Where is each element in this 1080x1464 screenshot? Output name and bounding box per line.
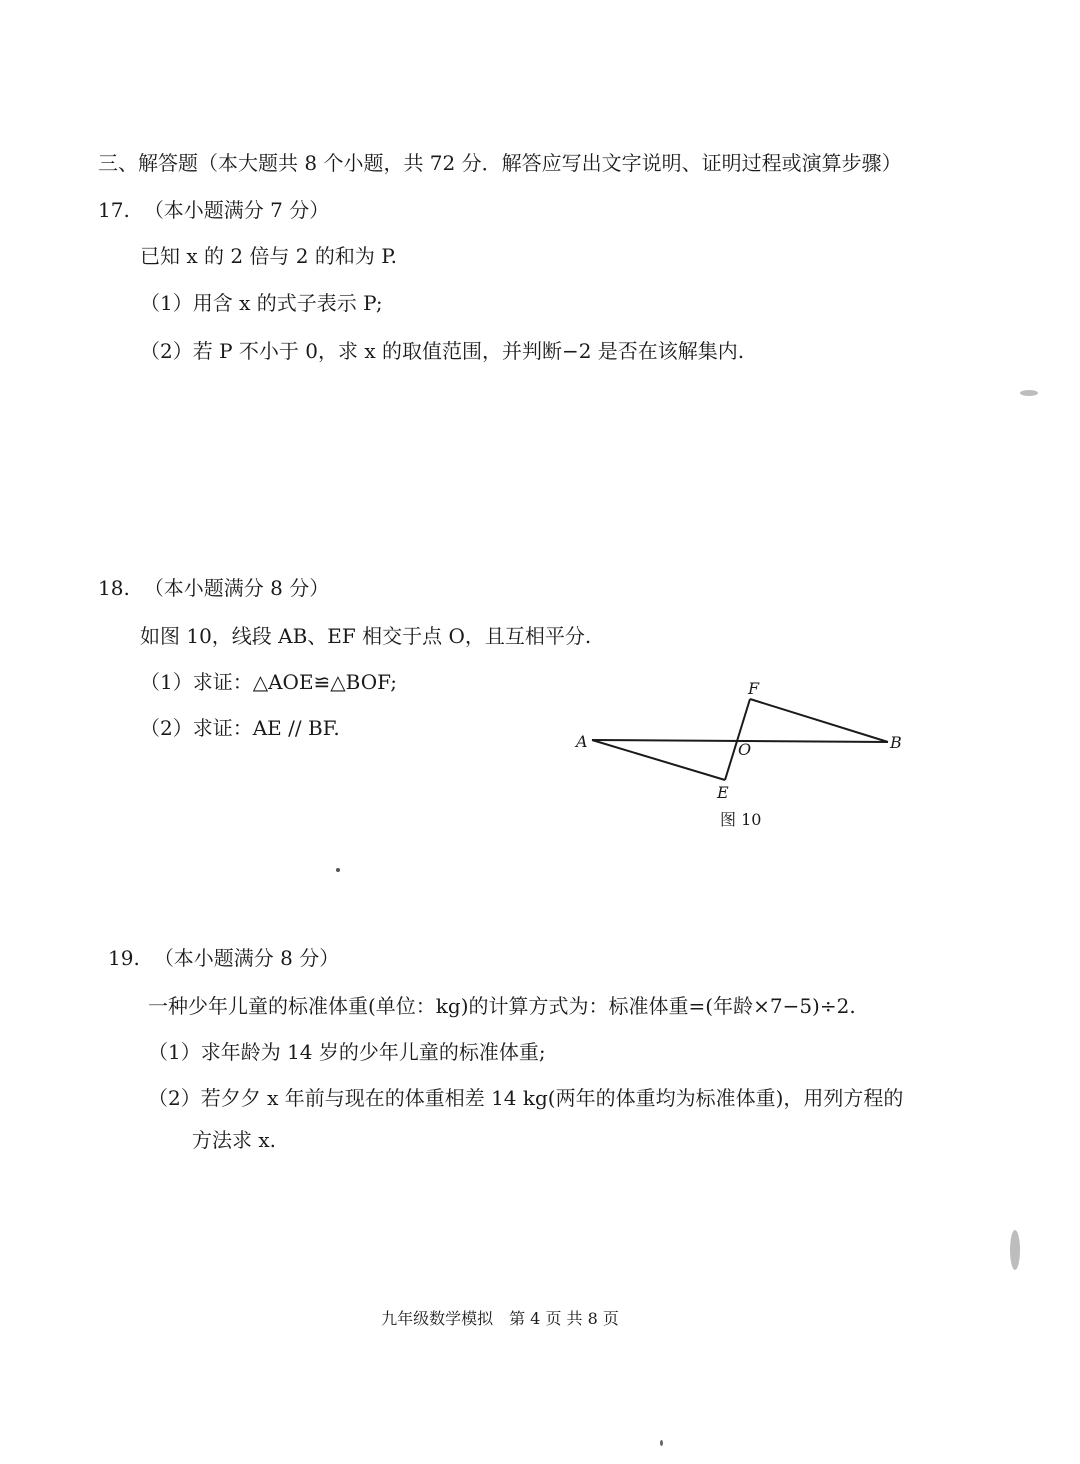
question-19-header (108, 945, 339, 971)
question-19-stem: 一种少年儿童的标准体重(单位：kg)的计算方式为：标准体重=(年龄×7−5)÷2. (148, 994, 856, 1018)
question-18-number: 18. (98, 576, 130, 600)
question-19-part-2-line-1: （2）若夕夕 x 年前与现在的体重相差 14 kg(两年的体重均为标准体重)，用列方程的 (148, 1086, 904, 1110)
question-18-header (98, 575, 329, 601)
point-label-a: A (576, 732, 588, 751)
section-header: 三、解答题（本大题共 8 个小题，共 72 分．解答应写出文字说明、证明过程或演算步骤） (98, 151, 902, 175)
point-label-f: F (748, 679, 760, 698)
scan-speck (336, 868, 340, 872)
scan-speck (660, 1440, 663, 1446)
question-18-part-1: （1）求证：△AOE≌△BOF; (140, 670, 398, 694)
figure-10 (560, 670, 920, 850)
scan-speck (1020, 390, 1038, 396)
question-18-part-2: （2）求证：AE // BF. (140, 716, 340, 740)
point-label-b: B (890, 733, 902, 752)
question-17-part-2: （2）若 P 不小于 0，求 x 的取值范围，并判断−2 是否在该解集内. (140, 339, 745, 363)
figure-10-caption: 图 10 (720, 810, 762, 829)
page-footer: 九年级数学模拟 第 4 页 共 8 页 (381, 1309, 619, 1328)
question-18-score: （本小题满分 8 分） (143, 576, 330, 600)
question-19-score: （本小题满分 8 分） (153, 946, 340, 970)
question-18-stem: 如图 10，线段 AB、EF 相交于点 O，且互相平分. (140, 624, 592, 648)
question-19-part-2-line-2: 方法求 x. (192, 1128, 276, 1152)
scan-speck (1010, 1230, 1020, 1270)
question-17-number: 17. (98, 198, 130, 222)
segment-bf (750, 699, 888, 742)
question-17-stem: 已知 x 的 2 倍与 2 的和为 P. (140, 244, 397, 268)
question-19-number: 19. (108, 946, 140, 970)
question-19-part-1: （1）求年龄为 14 岁的少年儿童的标准体重; (148, 1040, 546, 1064)
question-17-header (98, 197, 329, 223)
question-17-part-1: （1）用含 x 的式子表示 P; (140, 291, 383, 315)
segment-ae (592, 740, 725, 780)
point-label-o: O (738, 740, 752, 759)
point-label-e: E (717, 783, 729, 802)
question-17-score: （本小题满分 7 分） (143, 198, 330, 222)
